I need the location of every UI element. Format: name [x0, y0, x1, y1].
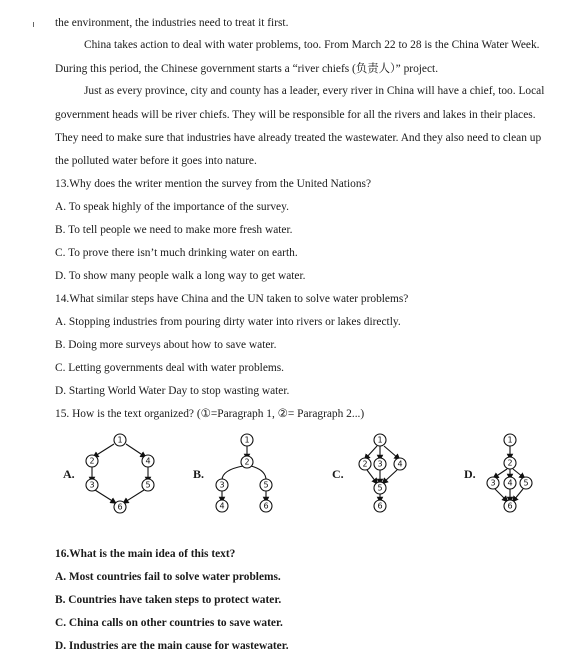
paragraph-line: During this period, the Chinese government starts a “river chiefs (负责人）” project. [55, 63, 439, 75]
svg-text:4: 4 [219, 501, 225, 511]
option-a[interactable]: A. To speak highly of the importance of the survey. [55, 201, 289, 213]
option-d[interactable]: D. To show many people walk a long way to get water. [55, 270, 306, 282]
paragraph-line: government heads will be river chiefs. They will be responsible for all the rivers and lakes in their places. [55, 109, 536, 121]
question-13-stem: 13.Why does the writer mention the survey from the United Nations? [55, 178, 372, 190]
svg-text:1: 1 [117, 435, 123, 445]
paragraph-line: the polluted water before it goes into nature. [55, 155, 257, 167]
svg-text:5: 5 [145, 480, 151, 490]
diagram-a-label[interactable]: A. [63, 467, 75, 481]
svg-text:6: 6 [377, 501, 383, 511]
paragraph-line: China takes action to deal with water problems, too. From March 22 to 28 is the China Water Week. [84, 39, 540, 51]
option-c[interactable]: C. Letting governments deal with water problems. [55, 362, 285, 374]
node-b-6 [260, 500, 272, 512]
svg-text:1: 1 [507, 435, 513, 445]
node-c-3 [374, 458, 386, 470]
svg-text:4: 4 [397, 459, 403, 469]
node-b-1 [241, 434, 253, 446]
node-c-6 [374, 500, 386, 512]
option-d[interactable]: D. Starting World Water Day to stop wasting water. [55, 385, 290, 397]
node-a-3 [86, 479, 98, 491]
paragraph-line: the environment, the industries need to treat it first. [55, 17, 289, 29]
option-c[interactable]: C. China calls on other countries to save water. [55, 617, 283, 629]
diagram-c-label[interactable]: C. [332, 467, 344, 481]
question-14-stem: 14.What similar steps have China and the UN taken to solve water problems? [55, 293, 409, 305]
svg-text:6: 6 [117, 502, 123, 512]
paragraph-line: Just as every province, city and county has a leader, every river in China will have a chief, too. Local [84, 85, 545, 97]
node-b-4 [216, 500, 228, 512]
diagram-b-label[interactable]: B. [193, 467, 205, 481]
paragraph-line: They need to make sure that industries have already treated the wastewater. And they also need to clean up [55, 132, 542, 144]
svg-text:5: 5 [377, 483, 383, 493]
svg-text:3: 3 [219, 480, 225, 490]
node-a-4 [142, 455, 154, 467]
svg-text:2: 2 [244, 457, 250, 467]
node-c-2 [359, 458, 371, 470]
svg-text:5: 5 [263, 480, 269, 490]
svg-text:3: 3 [490, 478, 496, 488]
node-d-3 [487, 477, 499, 489]
node-d-2 [504, 457, 516, 469]
node-b-3 [216, 479, 228, 491]
node-c-5 [374, 482, 386, 494]
svg-text:3: 3 [377, 459, 383, 469]
node-d-5 [520, 477, 532, 489]
svg-text:4: 4 [145, 456, 151, 466]
svg-text:2: 2 [89, 456, 95, 466]
svg-text:6: 6 [507, 501, 513, 511]
option-a[interactable]: A. Most countries fail to solve water problems. [55, 571, 281, 583]
svg-text:2: 2 [362, 459, 368, 469]
node-a-6 [114, 501, 126, 513]
diagram-d-label[interactable]: D. [464, 467, 476, 481]
svg-text:2: 2 [507, 458, 513, 468]
option-a[interactable]: A. Stopping industries from pouring dirty water into rivers or lakes directly. [55, 316, 401, 328]
node-d-1 [504, 434, 516, 446]
node-d-6 [504, 500, 516, 512]
node-b-5 [260, 479, 272, 491]
option-d[interactable]: D. Industries are the main cause for wastewater. [55, 640, 289, 652]
node-d-4 [504, 477, 516, 489]
svg-text:6: 6 [263, 501, 269, 511]
svg-text:3: 3 [89, 480, 95, 490]
svg-text:1: 1 [377, 435, 383, 445]
option-c[interactable]: C. To prove there isn’t much drinking water on earth. [55, 247, 298, 259]
svg-text:4: 4 [507, 478, 513, 488]
option-b[interactable]: B. To tell people we need to make more fresh water. [55, 224, 293, 236]
node-c-4 [394, 458, 406, 470]
node-a-2 [86, 455, 98, 467]
node-c-1 [374, 434, 386, 446]
question-15-stem: 15. How is the text organized? (①=Paragraph 1, ②= Paragraph 2...) [55, 408, 365, 420]
svg-text:1: 1 [244, 435, 250, 445]
option-b[interactable]: B. Countries have taken steps to protect water. [55, 594, 282, 606]
node-b-2 [241, 456, 253, 468]
node-a-1 [114, 434, 126, 446]
node-a-5 [142, 479, 154, 491]
option-b[interactable]: B. Doing more surveys about how to save water. [55, 339, 277, 351]
svg-text:5: 5 [523, 478, 529, 488]
question-16-stem: 16.What is the main idea of this text? [55, 548, 236, 560]
